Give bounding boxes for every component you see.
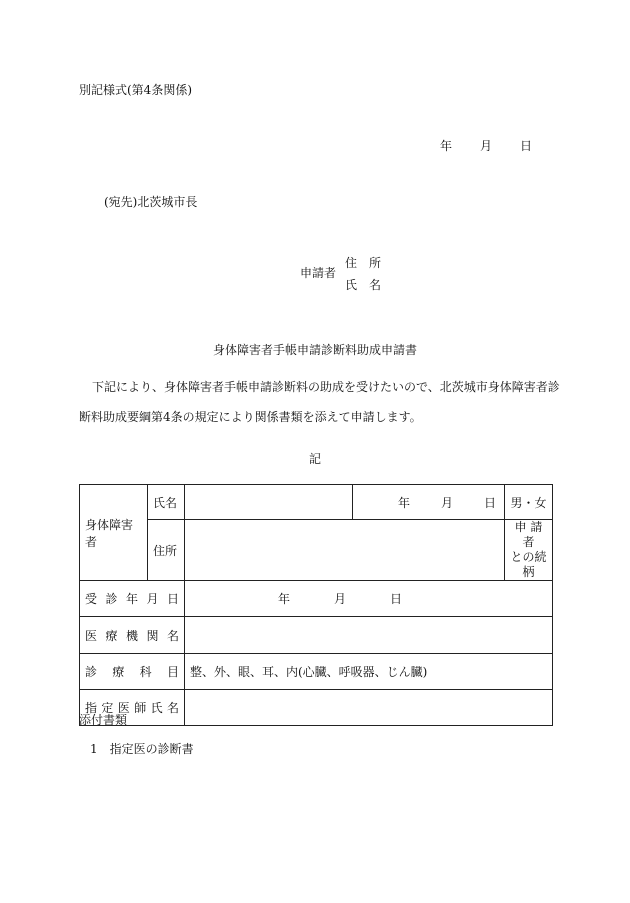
attachments-title: 添付書類 xyxy=(79,713,128,727)
day-label: 日 xyxy=(520,139,533,153)
attachment-number: 1 xyxy=(90,742,98,756)
relation-label xyxy=(505,520,553,581)
designated-doctor-label: 指定医師氏名 xyxy=(80,690,185,726)
date-top xyxy=(440,137,532,154)
birthdate-field[interactable] xyxy=(353,485,505,520)
table-row xyxy=(80,617,553,654)
attachment-text: 指定医の診断書 xyxy=(109,742,194,756)
addressee: (宛先)北茨城市長 xyxy=(104,195,198,209)
applicant-address-label: 住 所 xyxy=(345,256,382,270)
visit-month-label: 月 xyxy=(334,592,347,606)
birth-year-label: 年 xyxy=(398,495,411,510)
department-field[interactable]: 整、外、眼、耳、内(心臓、呼吸器、じん臓) xyxy=(185,654,553,690)
relation-label-line2: との続柄 xyxy=(510,550,547,579)
designated-doctor-field[interactable] xyxy=(185,690,553,726)
disabled-person-label: 身体障害者 xyxy=(80,485,148,581)
visit-date-label: 受診年月日 xyxy=(80,581,185,617)
applicant-name-label: 氏 名 xyxy=(345,278,382,292)
visit-day-label: 日 xyxy=(390,592,403,606)
birth-month-label: 月 xyxy=(441,495,454,510)
year-label: 年 xyxy=(440,139,453,153)
attachment-item xyxy=(90,740,194,757)
visit-year-label: 年 xyxy=(278,592,291,606)
department-label: 診療科目 xyxy=(80,654,185,690)
relation-label-line1: 申 請 者 xyxy=(514,520,543,549)
body-text-line2: 断料助成要綱第4条の規定により関係書類を添えて申請します。 xyxy=(79,410,422,424)
table-row xyxy=(80,690,553,726)
application-table xyxy=(79,484,553,726)
month-label: 月 xyxy=(480,139,493,153)
body-text-line1: 下記により、身体障害者手帳申請診断料の助成を受けたいので、北茨城市身体障害者診 xyxy=(92,380,560,394)
applicant-label: 申請者 xyxy=(300,266,337,280)
table-row xyxy=(80,654,553,690)
birth-day-label: 日 xyxy=(484,495,497,510)
form-number: 別記様式(第4条関係) xyxy=(79,83,192,97)
visit-date-field[interactable] xyxy=(185,581,553,617)
name-field[interactable] xyxy=(185,485,353,520)
table-row xyxy=(80,485,553,520)
table-row xyxy=(80,520,553,581)
gender-field[interactable]: 男・女 xyxy=(505,485,553,520)
document-title: 身体障害者手帳申請診断料助成申請書 xyxy=(212,343,417,357)
hospital-label: 医療機関名 xyxy=(80,617,185,654)
address-field[interactable] xyxy=(185,520,505,581)
address-label: 住所 xyxy=(148,520,185,581)
name-label: 氏名 xyxy=(148,485,185,520)
hospital-field[interactable] xyxy=(185,617,553,654)
ki-heading: 記 xyxy=(308,452,321,466)
table-row xyxy=(80,581,553,617)
